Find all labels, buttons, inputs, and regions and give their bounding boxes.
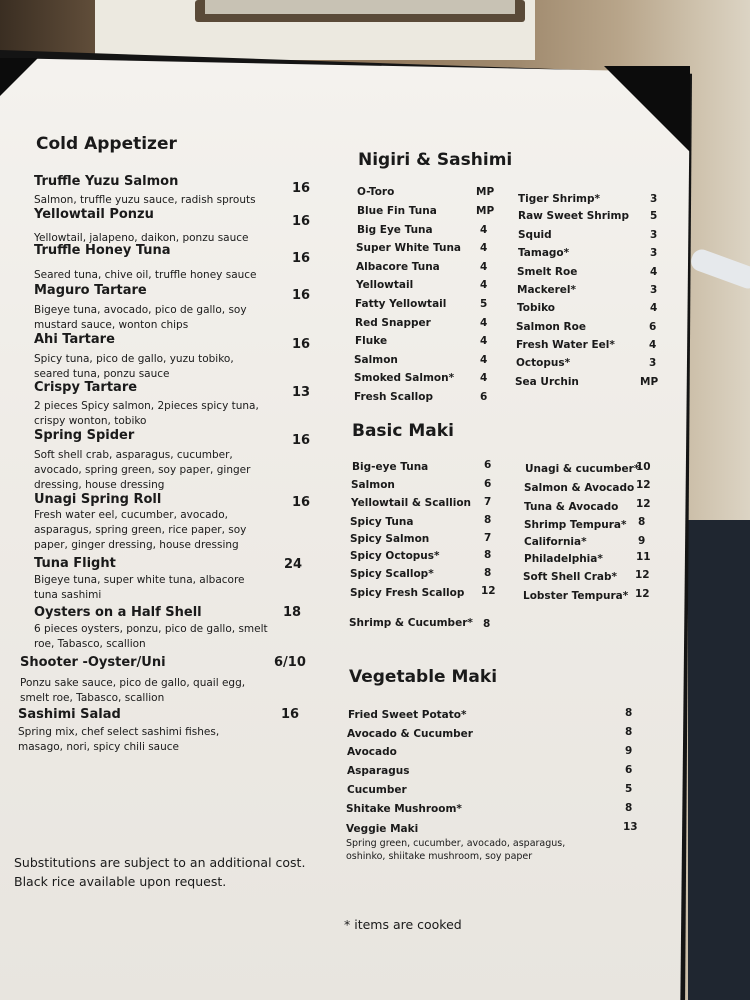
menu-corner-left: [0, 58, 38, 96]
nigiri-item-price: MP: [640, 376, 659, 388]
menu-item-price: 16: [292, 337, 311, 352]
nigiri-item-name: Yellowtail: [356, 279, 414, 291]
black-rice-note: Black rice available upon request.: [14, 874, 227, 889]
menu-item-name: Tuna Flight: [34, 556, 116, 571]
maki-item-price: 12: [635, 569, 650, 581]
maki-item-price: 6: [484, 459, 492, 471]
menu-item-name: Truffle Yuzu Salmon: [34, 174, 179, 189]
menu-item-desc: Ponzu sake sauce, pico de gallo, quail egg, smelt roe, Tabasco, scallion: [20, 677, 246, 704]
nigiri-item-price: 5: [650, 210, 658, 222]
menu-item-name: Truffle Honey Tuna: [34, 243, 171, 258]
menu-item-name: Shooter -Oyster/Uni: [20, 655, 166, 670]
maki-item-price: 8: [638, 516, 646, 528]
nigiri-item-price: 4: [480, 372, 488, 384]
nigiri-item-name: Tiger Shrimp*: [518, 193, 600, 205]
tabletop-item-edge: [205, 0, 515, 14]
nigiri-item-price: 4: [480, 317, 488, 329]
maki-item-name: Soft Shell Crab*: [523, 571, 618, 583]
nigiri-item-price: 5: [480, 298, 488, 310]
maki-item-name: Philadelphia*: [524, 553, 603, 565]
nigiri-item-name: Fluke: [355, 335, 388, 347]
maki-item-name: Lobster Tempura*: [523, 590, 629, 602]
maki-item-name: Spicy Tuna: [350, 516, 414, 528]
veg-item-name: Asparagus: [347, 765, 410, 777]
maki-item-price: 11: [636, 551, 651, 563]
menu-item-desc: Yellowtail, jalapeno, daikon, ponzu sauce: [34, 232, 249, 244]
maki-item-name: Unagi & cucumber*: [525, 463, 640, 475]
maki-item-name: Yellowtail & Scallion: [351, 497, 472, 509]
nigiri-item-name: Blue Fin Tuna: [357, 205, 437, 217]
menu-item-desc: Seared tuna, chive oil, truffle honey sauce: [34, 269, 257, 281]
maki-item-price: 8: [483, 618, 491, 630]
nigiri-item-price: 4: [480, 354, 488, 366]
maki-item-name: California*: [524, 536, 587, 548]
veg-item-name: Avocado: [347, 746, 397, 758]
section-title-nigiri-sashimi: Nigiri & Sashimi: [358, 150, 513, 170]
veg-item-name: Shitake Mushroom*: [346, 803, 462, 815]
menu-item-price: 16: [292, 495, 311, 510]
menu-item-price: 16: [292, 288, 311, 303]
jacket: [688, 520, 750, 1000]
maki-item-price: 8: [484, 514, 492, 526]
maki-item-price: 12: [481, 585, 496, 597]
menu-item-desc: Spring mix, chef select sashimi fishes, masago, nori, spicy chili sauce: [18, 726, 220, 753]
nigiri-item-name: Mackerel*: [517, 284, 576, 296]
maki-item-price: 7: [484, 496, 492, 508]
maki-item-price: 12: [635, 588, 650, 600]
maki-item-price: 8: [484, 549, 492, 561]
maki-item-name: Salmon: [351, 479, 395, 491]
nigiri-item-price: 3: [650, 193, 658, 205]
maki-item-price: 8: [484, 567, 492, 579]
veg-item-price: 8: [625, 726, 633, 738]
nigiri-item-name: Fatty Yellowtail: [355, 298, 447, 310]
menu-item-name: Yellowtail Ponzu: [34, 207, 154, 222]
maki-item-name: Shrimp Tempura*: [524, 519, 627, 531]
menu-item-price: 16: [292, 433, 311, 448]
nigiri-item-name: Raw Sweet Shrimp: [518, 210, 629, 222]
maki-item-name: Shrimp & Cucumber*: [349, 617, 473, 629]
nigiri-item-name: Big Eye Tuna: [357, 224, 433, 236]
veg-item-name: Cucumber: [347, 784, 407, 796]
nigiri-item-name: Salmon Roe: [516, 321, 586, 333]
maki-item-price: 6: [484, 478, 492, 490]
maki-item-name: Tuna & Avocado: [524, 501, 619, 513]
maki-item-name: Spicy Scallop*: [350, 568, 434, 580]
nigiri-item-name: Red Snapper: [355, 317, 431, 329]
veg-item-price: 6: [625, 764, 633, 776]
menu-item-desc: Spicy tuna, pico de gallo, yuzu tobiko, seared tuna, ponzu sauce: [34, 353, 234, 380]
nigiri-item-price: 4: [480, 261, 488, 273]
nigiri-item-name: Albacore Tuna: [356, 261, 440, 273]
menu-item-name: Ahi Tartare: [34, 332, 115, 347]
veg-item-name: Avocado & Cucumber: [347, 728, 473, 740]
menu-item-price: 16: [292, 214, 311, 229]
nigiri-item-price: 3: [650, 284, 658, 296]
nigiri-item-price: 3: [650, 229, 658, 241]
nigiri-item-price: MP: [476, 205, 495, 217]
nigiri-item-name: Fresh Water Eel*: [516, 339, 615, 351]
menu-item-price: 16: [292, 251, 311, 266]
nigiri-item-price: 4: [649, 339, 657, 351]
nigiri-item-name: Smoked Salmon*: [354, 372, 455, 384]
nigiri-item-price: 4: [650, 266, 658, 278]
veg-item-price: 8: [625, 802, 633, 814]
menu-item-price: 24: [284, 557, 303, 572]
menu-item-desc: Bigeye tuna, super white tuna, albacore tuna sashimi: [34, 574, 245, 601]
menu-item-name: Crispy Tartare: [34, 380, 138, 395]
nigiri-item-price: 4: [650, 302, 658, 314]
menu-item-name: Oysters on a Half Shell: [34, 605, 202, 620]
menu-item-price: 16: [292, 181, 311, 196]
menu-item-desc: Soft shell crab, asparagus, cucumber, avocado, spring green, soy paper, ginger dressing, house dressing: [34, 449, 251, 491]
veg-item-name: Veggie Maki: [346, 823, 419, 835]
menu-item-price: 13: [292, 385, 311, 400]
nigiri-item-name: Squid: [518, 229, 552, 241]
menu-item-desc: Fresh water eel, cucumber, avocado, asparagus, spring green, rice paper, soy paper, ginger dressing, house dressing: [34, 509, 247, 551]
menu-item-desc: Bigeye tuna, avocado, pico de gallo, soy mustard sauce, wonton chips: [34, 304, 247, 331]
menu-item-price: 16: [281, 707, 300, 722]
nigiri-item-price: MP: [476, 186, 495, 198]
section-title-cold-appetizer: Cold Appetizer: [36, 134, 177, 154]
nigiri-item-name: Sea Urchin: [515, 376, 579, 388]
veg-item-price: 8: [625, 707, 633, 719]
maki-item-name: Big-eye Tuna: [352, 461, 429, 473]
veg-item-price: 9: [625, 745, 633, 757]
menu-item-price: 18: [283, 605, 302, 620]
menu-item-desc: 2 pieces Spicy salmon, 2pieces spicy tuna, crispy wonton, tobiko: [34, 400, 259, 427]
nigiri-item-name: O-Toro: [357, 186, 395, 198]
maki-item-price: 12: [636, 479, 651, 491]
nigiri-item-name: Tobiko: [517, 302, 556, 314]
menu-item-name: Sashimi Salad: [18, 707, 121, 722]
nigiri-item-price: 3: [650, 247, 658, 259]
menu-item-price: 6/10: [274, 655, 306, 670]
menu-item-desc: 6 pieces oysters, ponzu, pico de gallo, smelt roe, Tabasco, scallion: [34, 623, 268, 650]
nigiri-item-price: 4: [480, 279, 488, 291]
nigiri-item-name: Smelt Roe: [517, 266, 578, 278]
nigiri-item-price: 3: [649, 357, 657, 369]
nigiri-item-price: 6: [480, 391, 488, 403]
nigiri-item-name: Super White Tuna: [356, 242, 462, 254]
maki-item-name: Salmon & Avocado: [524, 482, 635, 494]
menu-item-name: Spring Spider: [34, 428, 135, 443]
nigiri-item-name: Fresh Scallop: [354, 391, 433, 403]
menu-corner-right: [604, 66, 690, 152]
nigiri-item-price: 4: [480, 242, 488, 254]
nigiri-item-name: Salmon: [354, 354, 398, 366]
nigiri-item-price: 4: [480, 335, 488, 347]
veg-item-price: 5: [625, 783, 633, 795]
nigiri-item-name: Octopus*: [516, 357, 571, 369]
menu-item-desc: Salmon, truffle yuzu sauce, radish sprouts: [34, 194, 256, 206]
nigiri-item-name: Tamago*: [518, 247, 570, 259]
veg-item-name: Fried Sweet Potato*: [348, 709, 467, 721]
maki-item-price: 12: [636, 498, 651, 510]
cooked-note: * items are cooked: [344, 917, 462, 932]
nigiri-item-price: 6: [649, 321, 657, 333]
section-title-vegetable-maki: Vegetable Maki: [349, 667, 498, 687]
maki-item-name: Spicy Fresh Scallop: [350, 587, 465, 599]
section-title-basic-maki: Basic Maki: [352, 421, 454, 441]
maki-item-name: Spicy Octopus*: [350, 550, 440, 562]
maki-item-price: 9: [638, 535, 646, 547]
veg-item-price: 13: [623, 821, 638, 833]
maki-item-price: 10: [636, 461, 651, 473]
maki-item-name: Spicy Salmon: [350, 533, 430, 545]
maki-item-price: 7: [484, 532, 492, 544]
nigiri-item-price: 4: [480, 224, 488, 236]
menu-item-name: Maguro Tartare: [34, 283, 147, 298]
menu-item-name: Unagi Spring Roll: [34, 492, 162, 507]
veggie-maki-desc: Spring green, cucumber, avocado, asparagus, oshinko, shiitake mushroom, soy paper: [346, 838, 566, 862]
substitution-note: Substitutions are subject to an additional cost.: [14, 855, 306, 870]
